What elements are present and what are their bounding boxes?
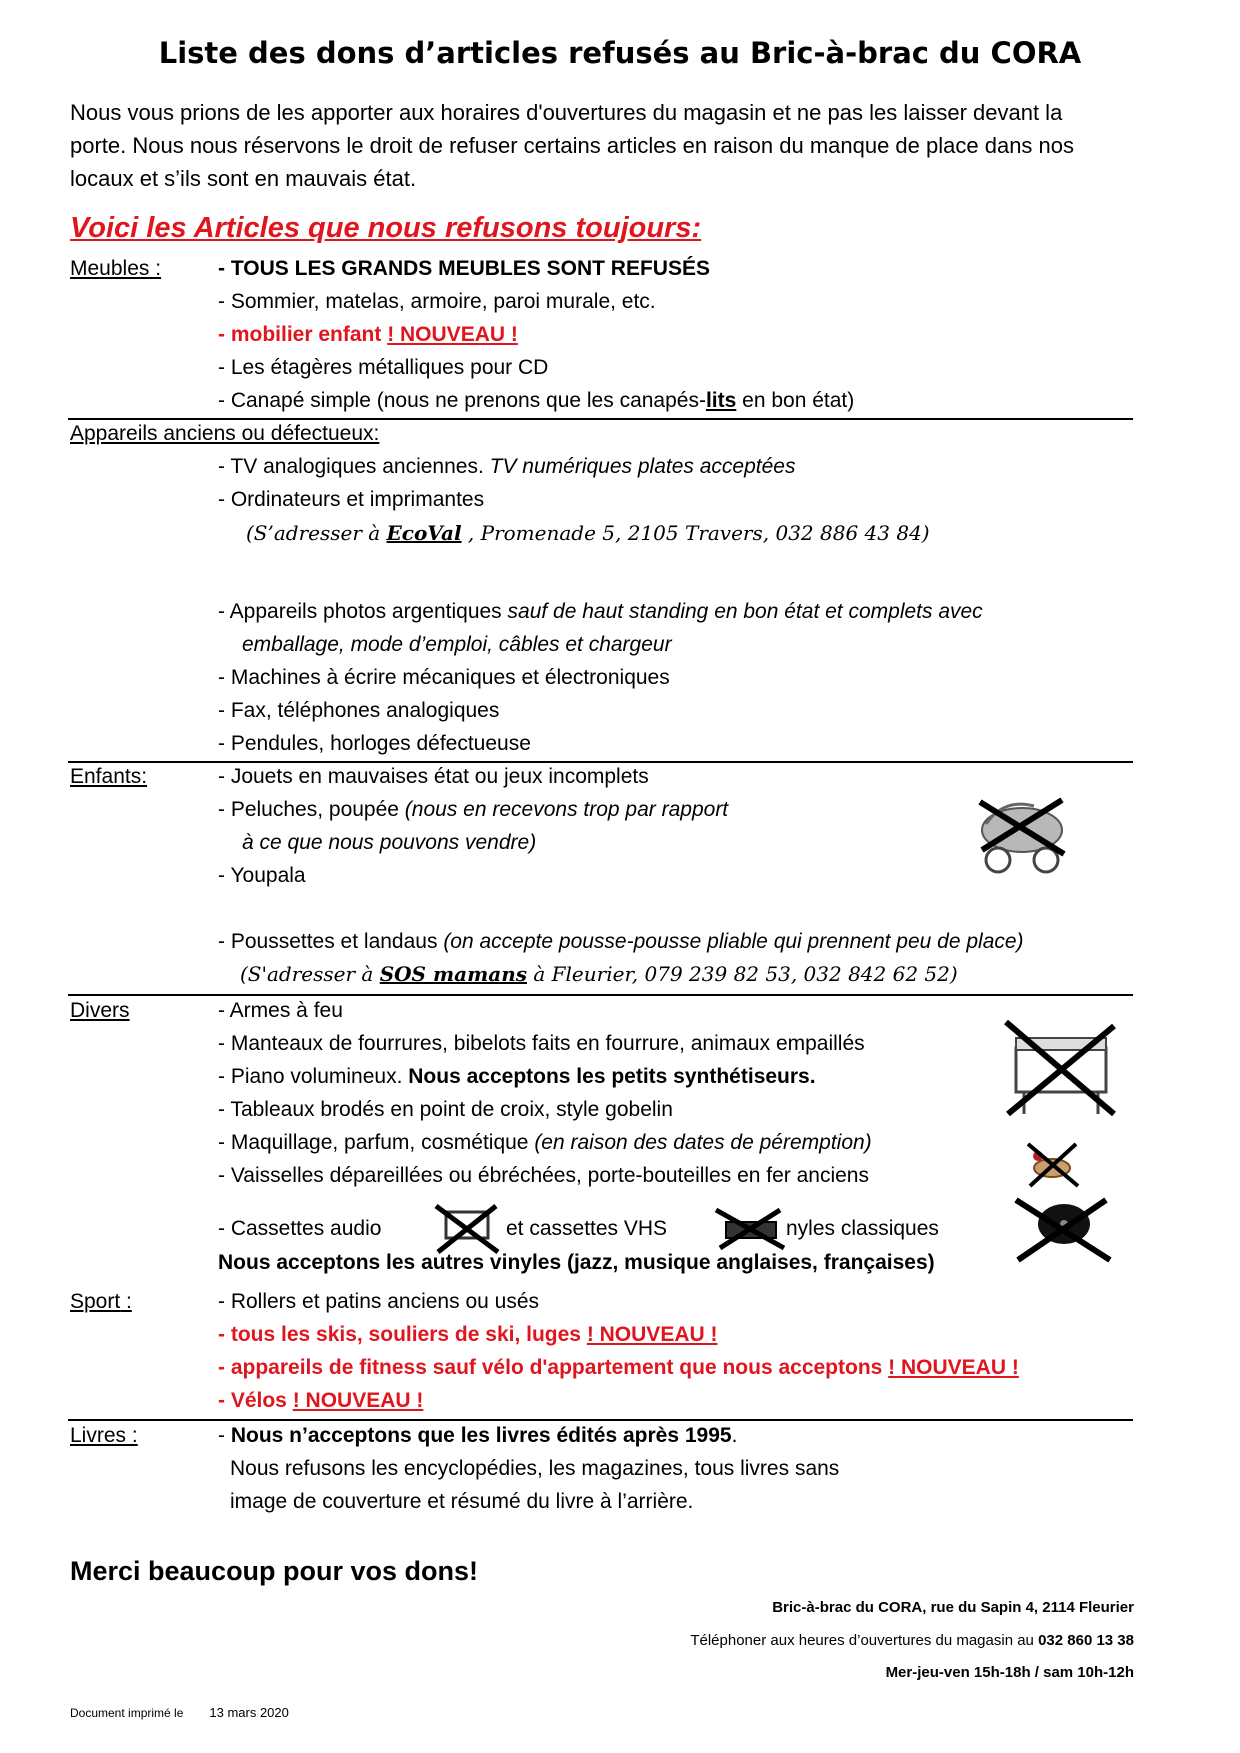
new-badge: ! NOUVEAU ! [586, 1323, 718, 1346]
divider [68, 761, 1133, 763]
list-item [218, 323, 518, 347]
list-item-continuation: Nous refusons les encyclopédies, les magazines, tous livres sans [230, 1457, 840, 1480]
divider [68, 418, 1133, 420]
item-text: - TV analogiques anciennes. [218, 455, 490, 478]
list-item [218, 798, 728, 822]
intro-line: locaux et s’ils sont en mauvais état. [70, 166, 417, 191]
print-date-value: 13 mars 2020 [209, 1705, 289, 1720]
category-appareils: Appareils anciens ou défectueux: [70, 422, 380, 445]
list-item: - Rollers et patins anciens ou usés [218, 1290, 539, 1313]
list-item: - Vaisselles dépareillées ou ébréchées, porte-bouteilles en fer anciens [218, 1164, 869, 1187]
new-badge: ! NOUVEAU ! [387, 323, 518, 346]
intro-line: Nous vous prions de les apporter aux horaires d'ouvertures du magasin et ne pas les laisser devant la [70, 100, 1063, 125]
referral-ecoval [246, 521, 930, 545]
category-colon: : [149, 257, 162, 280]
intro-line: porte. Nous nous réservons le droit de refuser certains articles en raison du manque de place dans nos [70, 133, 1075, 158]
item-text: à Fleurier, 079 239 82 53, 032 842 62 52) [527, 962, 958, 986]
item-note: (on accepte pousse-pousse pliable qui prennent peu de place) [443, 930, 1024, 953]
item-text: en bon état) [736, 389, 855, 412]
list-item: - Les étagères métalliques pour CD [218, 356, 549, 379]
thank-you-message: Merci beaucoup pour vos dons! [70, 1556, 479, 1586]
category-colon: : [126, 1424, 138, 1447]
item-text: - Poussettes et landaus [218, 930, 444, 953]
item-text: , Promenade 5, 2105 Travers, 032 886 43 84) [461, 521, 930, 545]
item-text: - appareils de fitness sauf vélo d'appartement que nous acceptons [218, 1356, 889, 1379]
list-item-continuation: image de couverture et résumé du livre à l’arrière. [230, 1490, 694, 1513]
list-item: - Cassettes audio [218, 1217, 382, 1240]
item-text: - Canapé simple (nous ne prenons que les canapés- [218, 389, 706, 412]
crossed-vhs-icon [712, 1206, 788, 1252]
category-colon: : [120, 1290, 132, 1313]
item-note: (en raison des dates de péremption) [534, 1131, 872, 1154]
item-note: sauf de haut standing en bon état et complets avec [507, 600, 983, 623]
category-label: Meubles [70, 257, 150, 280]
crossed-vinyl-icon [1010, 1196, 1114, 1264]
list-item: nyles classiques [786, 1217, 939, 1240]
item-note: (nous en recevons trop par rapport [404, 798, 729, 821]
list-item [218, 1424, 737, 1448]
list-item: - Jouets en mauvaises état ou jeux incomplets [218, 765, 649, 788]
item-text: (S’adresser à [246, 521, 387, 545]
category-sport [70, 1290, 132, 1314]
footer-phone-number: 032 860 13 38 [1038, 1632, 1134, 1649]
new-badge: ! NOUVEAU ! [292, 1389, 424, 1412]
footer-phone [690, 1632, 1134, 1649]
list-item [218, 389, 854, 413]
list-item: - Ordinateurs et imprimantes [218, 488, 485, 511]
list-item: - Youpala [218, 864, 306, 887]
print-date [70, 1705, 289, 1720]
item-text: - [218, 1424, 231, 1447]
new-badge: ! NOUVEAU ! [888, 1356, 1019, 1379]
category-divers: Divers [70, 999, 130, 1022]
list-item [218, 1356, 1019, 1380]
category-enfants: Enfants: [70, 765, 148, 788]
section-heading: Voici les Articles que nous refusons toujours: [70, 212, 702, 244]
list-item: - Tableaux brodés en point de croix, style gobelin [218, 1098, 673, 1121]
item-emphasis: Nous n’acceptons que les livres édités après 1995 [230, 1424, 732, 1447]
item-text: . [731, 1424, 738, 1447]
category-livres [70, 1424, 138, 1448]
print-date-label: Document imprimé le [70, 1706, 184, 1720]
crossed-pram-icon [964, 790, 1076, 880]
item-text: - Maquillage, parfum, cosmétique [218, 1131, 535, 1154]
divider [68, 1419, 1133, 1421]
crossed-bottle-rack-icon [1020, 1140, 1084, 1190]
list-item [218, 1065, 816, 1089]
organization-name: EcoVal [386, 521, 462, 545]
footer-address: Bric-à-brac du CORA, rue du Sapin 4, 2114 Fleurier [772, 1599, 1134, 1616]
list-item [218, 600, 983, 624]
category-meubles [70, 257, 161, 281]
list-item [218, 1323, 717, 1347]
item-text: - mobilier enfant [218, 323, 388, 346]
list-item: Nous acceptons les autres vinyles (jazz, musique anglaises, françaises) [218, 1251, 935, 1274]
category-label: Livres [70, 1424, 127, 1447]
item-text: - Vélos [218, 1389, 293, 1412]
item-text: - Piano volumineux. [218, 1065, 409, 1088]
list-item [218, 930, 1024, 954]
referral-sos-mamans [240, 962, 958, 986]
list-item: - Pendules, horloges défectueuse [218, 732, 531, 755]
list-item: - Armes à feu [218, 999, 343, 1022]
list-item [218, 1131, 872, 1155]
list-item [218, 1389, 423, 1413]
item-text: - Appareils photos argentiques [218, 600, 508, 623]
footer-phone-label: Téléphoner aux heures d’ouvertures du magasin au [690, 1632, 1039, 1649]
list-item: et cassettes VHS [506, 1217, 668, 1240]
footer-hours: Mer-jeu-ven 15h-18h / sam 10h-12h [885, 1664, 1134, 1681]
list-item: - Manteaux de fourrures, bibelots faits en fourrure, animaux empaillés [218, 1032, 865, 1055]
item-text: - tous les skis, souliers de ski, luges [218, 1323, 587, 1346]
list-item [218, 455, 795, 479]
crossed-piano-icon [1002, 1018, 1120, 1118]
page-title: Liste des dons d’articles refusés au Bric-à-brac du CORA [158, 36, 1082, 70]
list-item-continuation: emballage, mode d’emploi, câbles et chargeur [242, 633, 672, 656]
list-item: - Sommier, matelas, armoire, paroi murale, etc. [218, 290, 656, 313]
category-label: Sport [70, 1290, 121, 1313]
list-item-continuation: à ce que nous pouvons vendre) [242, 831, 537, 854]
list-item: - Fax, téléphones analogiques [218, 699, 500, 722]
item-note: TV numériques plates acceptées [489, 455, 796, 478]
organization-name: SOS mamans [379, 962, 528, 986]
item-text: (S'adresser à [240, 962, 380, 986]
list-item: - TOUS LES GRANDS MEUBLES SONT REFUSÉS [218, 257, 710, 280]
item-text: - Peluches, poupée [218, 798, 405, 821]
intro-paragraph [70, 96, 1150, 195]
list-item: - Machines à écrire mécaniques et électroniques [218, 666, 670, 689]
divider [68, 994, 1133, 996]
item-emphasis: Nous acceptons les petits synthétiseurs. [408, 1065, 816, 1088]
item-emphasis: lits [705, 389, 737, 412]
crossed-cassette-icon [432, 1204, 502, 1254]
